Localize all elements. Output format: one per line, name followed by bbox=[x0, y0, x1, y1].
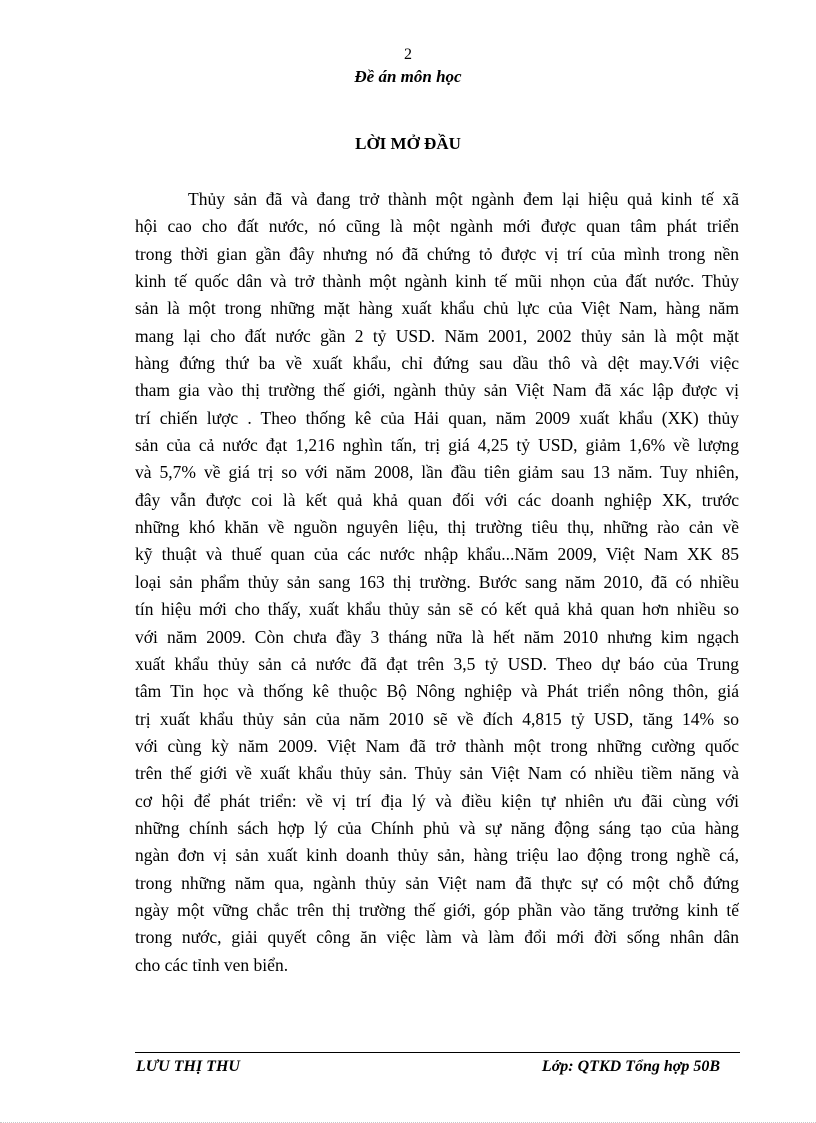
paragraph-line: cho các tỉnh ven biển. bbox=[135, 954, 289, 975]
paragraph-line: những khó khăn về nguồn nguyên liệu, thị trường tiêu thụ, những rào cản về bbox=[135, 517, 739, 538]
paragraph-line: tín hiệu mới cho thấy, xuất khẩu thủy sản sẽ có kết quả khả quan hơn nhiều so bbox=[135, 599, 739, 620]
paragraph-line: trị xuất khẩu thủy sản của năm 2010 sẽ về đích 4,815 tỷ USD, tăng 14% so bbox=[135, 708, 739, 729]
paragraph-line: sản của cả nước đạt 1,216 nghìn tấn, trị giá 4,25 tỷ USD, giảm 1,6% về lượng bbox=[135, 435, 739, 456]
paragraph-line: trong nước, giải quyết công ăn việc làm và làm đổi mới đời sống nhân dân bbox=[135, 927, 739, 948]
paragraph-line: Thủy sản đã và đang trở thành một ngành đem lại hiệu quả kinh tế xã bbox=[188, 189, 739, 209]
paragraph-line: với năm 2009. Còn chưa đầy 3 tháng nữa là hết năm 2010 nhưng kim ngạch bbox=[135, 626, 739, 647]
header-title: Đề án môn học bbox=[354, 67, 462, 86]
footer-author: LƯU THỊ THU bbox=[136, 1058, 240, 1075]
paragraph-line: trong những năm qua, ngành thủy sản Việt nam đã thực sự có một chỗ đứng bbox=[135, 872, 739, 893]
paragraph-line: ngày một vững chắc trên thị trường thế giới, góp phần vào tăng trưởng kinh tế bbox=[135, 899, 739, 920]
paragraph-line: xuất khẩu thủy sản cả nước đã đạt trên 3,5 tỷ USD. Theo dự báo của Trung bbox=[135, 653, 739, 674]
paragraph-line: kỹ thuật và thuế quan của các nước nhập khẩu...Năm 2009, Việt Nam XK 85 bbox=[135, 544, 739, 565]
paragraph-line: tâm Tin học và thống kê thuộc Bộ Nông nghiệp và Phát triển nông thôn, giá bbox=[135, 681, 739, 702]
footer-class: Lớp: QTKD Tổng hợp 50B bbox=[541, 1058, 720, 1075]
footer-divider bbox=[135, 1052, 740, 1053]
body-paragraph bbox=[135, 186, 739, 979]
paragraph-line: những chính sách hợp lý của Chính phủ và sự năng động sáng tạo của hàng bbox=[135, 817, 739, 838]
paragraph-line: và 5,7% về giá trị so với năm 2008, lần đầu tiên giảm sau 13 năm. Tuy nhiên, bbox=[135, 462, 739, 483]
paragraph-line: sản là một trong những mặt hàng xuất khẩu chủ lực của Việt Nam, hàng năm bbox=[135, 298, 739, 319]
paragraph-line: tham gia vào thị trường thế giới, ngành thủy sản Việt Nam đã xác lập được vị bbox=[135, 380, 739, 401]
paragraph-line: ngàn đơn vị sản xuất kinh doanh thủy sản, hàng triệu lao động trong nghề cá, bbox=[135, 845, 739, 866]
paragraph-line: loại sản phẩm thủy sản sang 163 thị trường. Bước sang năm 2010, đã có nhiều bbox=[135, 571, 739, 592]
section-title: LỜI MỞ ĐẦU bbox=[355, 134, 461, 153]
paragraph-line: trên thế giới về xuất khẩu thủy sản. Thủy sản Việt Nam có nhiều tiềm năng và bbox=[135, 763, 739, 784]
paragraph-line: đây vẫn được coi là kết quả khả quan đối với các doanh nghiệp XK, trước bbox=[135, 489, 739, 510]
paragraph-line: hàng đứng thứ ba về xuất khẩu, chỉ đứng sau dầu thô và dệt may.Với việc bbox=[135, 353, 739, 374]
paragraph-line: trong thời gian gần đây nhưng nó đã chứng tỏ được vị trí của mình trong nền bbox=[135, 243, 739, 264]
paragraph-line: trí chiến lược . Theo thống kê của Hải quan, năm 2009 xuất khẩu (XK) thủy bbox=[135, 407, 739, 428]
paragraph-line: kinh tế quốc dân và trở thành một ngành kinh tế mũi nhọn của đất nước. Thủy bbox=[135, 271, 739, 292]
paragraph-line: mang lại cho đất nước gần 2 tỷ USD. Năm 2001, 2002 thủy sản là một mặt bbox=[135, 325, 739, 346]
page-number: 2 bbox=[404, 46, 412, 63]
paragraph-line: cơ hội để phát triển: về vị trí địa lý và điều kiện tự nhiên ưu đãi cùng với bbox=[135, 790, 739, 811]
paragraph-line: với cùng kỳ năm 2009. Việt Nam đã trở thành một trong những cường quốc bbox=[135, 735, 739, 756]
paragraph-line: hội cao cho đất nước, nó cũng là một ngành mới được quan tâm phát triển bbox=[135, 216, 739, 237]
